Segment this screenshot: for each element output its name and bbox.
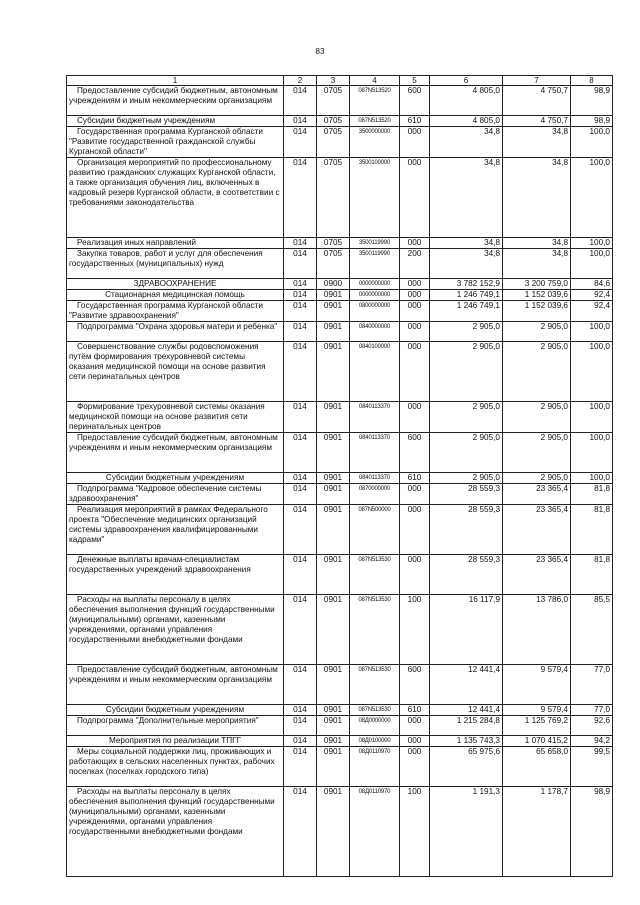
- expense-type-cell: 200: [400, 249, 430, 279]
- actual-amount-cell: 2 905,0: [503, 342, 571, 402]
- target-article-cell: 0840113370: [350, 473, 400, 484]
- section-code-cell: 0901: [317, 665, 350, 705]
- row-name-cell: Закупка товаров, работ и услуг для обеспечения государственных (муниципальных) нужд: [67, 249, 284, 279]
- row-name-cell: Мероприятия по реализации ТПГГ: [67, 736, 284, 747]
- ministry-code-cell: 014: [284, 249, 317, 279]
- expense-type-cell: 000: [400, 342, 430, 402]
- target-article-cell: 0000000000: [350, 290, 400, 301]
- planned-amount-cell: 2 905,0: [430, 433, 503, 473]
- ministry-code-cell: 014: [284, 127, 317, 158]
- percent-cell: 100,0: [571, 473, 613, 484]
- expense-type-cell: 000: [400, 127, 430, 158]
- planned-amount-cell: 28 559,3: [430, 555, 503, 595]
- target-article-cell: 3500100000: [350, 158, 400, 238]
- section-code-cell: 0900: [317, 279, 350, 290]
- planned-amount-cell: 3 782 152,9: [430, 279, 503, 290]
- planned-amount-cell: 2 905,0: [430, 473, 503, 484]
- table-row: [67, 736, 613, 747]
- row-name-cell: Предоставление субсидий бюджетным, автономным учреждениям и иным некоммерческим организациям: [67, 86, 284, 116]
- ministry-code-cell: 014: [284, 238, 317, 249]
- page-number: 83: [315, 47, 325, 56]
- ministry-code-cell: 014: [284, 86, 317, 116]
- table-row: [67, 665, 613, 705]
- expense-type-cell: 600: [400, 86, 430, 116]
- percent-cell: 85,5: [571, 595, 613, 665]
- target-article-cell: 087N513530: [350, 595, 400, 665]
- target-article-cell: 3500119990: [350, 238, 400, 249]
- ministry-code-cell: 014: [284, 747, 317, 787]
- ministry-code-cell: 014: [284, 484, 317, 505]
- section-code-cell: 0705: [317, 86, 350, 116]
- percent-cell: 81,8: [571, 484, 613, 505]
- table-row: [67, 116, 613, 127]
- section-code-cell: 0901: [317, 484, 350, 505]
- actual-amount-cell: 23 365,4: [503, 555, 571, 595]
- section-code-cell: 0901: [317, 555, 350, 595]
- ministry-code-cell: 014: [284, 665, 317, 705]
- percent-cell: 98,9: [571, 787, 613, 877]
- planned-amount-cell: 16 117,9: [430, 595, 503, 665]
- percent-cell: 100,0: [571, 433, 613, 473]
- target-article-cell: 087N513530: [350, 665, 400, 705]
- section-code-cell: 0901: [317, 473, 350, 484]
- table-row: [67, 301, 613, 322]
- planned-amount-cell: 1 215 284,8: [430, 716, 503, 736]
- expense-type-cell: 000: [400, 301, 430, 322]
- table-row: [67, 86, 613, 116]
- planned-amount-cell: 2 905,0: [430, 322, 503, 342]
- planned-amount-cell: 34,8: [430, 158, 503, 238]
- expense-type-cell: 610: [400, 116, 430, 127]
- table-row: [67, 279, 613, 290]
- target-article-cell: 087N513530: [350, 555, 400, 595]
- actual-amount-cell: 23 365,4: [503, 484, 571, 505]
- section-code-cell: 0901: [317, 747, 350, 787]
- expense-type-cell: 000: [400, 290, 430, 301]
- percent-cell: 100,0: [571, 402, 613, 433]
- actual-amount-cell: 1 152 039,6: [503, 301, 571, 322]
- ministry-code-cell: 014: [284, 505, 317, 555]
- actual-amount-cell: 9 579,4: [503, 665, 571, 705]
- percent-cell: 100,0: [571, 127, 613, 158]
- section-code-cell: 0901: [317, 595, 350, 665]
- ministry-code-cell: 014: [284, 158, 317, 238]
- planned-amount-cell: 65 975,6: [430, 747, 503, 787]
- table-row: [67, 402, 613, 433]
- planned-amount-cell: 34,8: [430, 127, 503, 158]
- actual-amount-cell: 2 905,0: [503, 473, 571, 484]
- planned-amount-cell: 34,8: [430, 249, 503, 279]
- expense-type-cell: 000: [400, 747, 430, 787]
- percent-cell: 92,4: [571, 290, 613, 301]
- row-name-cell: Расходы на выплаты персоналу в целях обеспечения выполнения функций государственными (муниципальными) органами, казенными учреждениями, органами управления государственными внебюджетными фондами: [67, 595, 284, 665]
- expense-type-cell: 100: [400, 595, 430, 665]
- expense-type-cell: 600: [400, 433, 430, 473]
- target-article-cell: 08Д0100000: [350, 736, 400, 747]
- table-row: [67, 290, 613, 301]
- table-header-row: [67, 76, 613, 86]
- target-article-cell: 087N513520: [350, 116, 400, 127]
- actual-amount-cell: 23 365,4: [503, 505, 571, 555]
- target-article-cell: 3500000000: [350, 127, 400, 158]
- row-name-cell: ЗДРАВООХРАНЕНИЕ: [67, 279, 284, 290]
- actual-amount-cell: 34,8: [503, 249, 571, 279]
- ministry-code-cell: 014: [284, 116, 317, 127]
- planned-amount-cell: 4 805,0: [430, 116, 503, 127]
- target-article-cell: 08Д0110970: [350, 787, 400, 877]
- row-name-cell: Предоставление субсидий бюджетным, автономным учреждениям и иным некоммерческим организациям: [67, 665, 284, 705]
- header-cell: 4: [350, 76, 400, 86]
- ministry-code-cell: 014: [284, 705, 317, 716]
- target-article-cell: 087N513530: [350, 705, 400, 716]
- percent-cell: 81,8: [571, 505, 613, 555]
- planned-amount-cell: 12 441,4: [430, 705, 503, 716]
- table-row: [67, 238, 613, 249]
- expense-type-cell: 000: [400, 238, 430, 249]
- section-code-cell: 0901: [317, 705, 350, 716]
- actual-amount-cell: 1 125 769,2: [503, 716, 571, 736]
- section-code-cell: 0901: [317, 342, 350, 402]
- table-row: [67, 705, 613, 716]
- actual-amount-cell: 34,8: [503, 238, 571, 249]
- target-article-cell: 0870000000: [350, 484, 400, 505]
- target-article-cell: 087N513520: [350, 86, 400, 116]
- row-name-cell: Реализация иных направлений: [67, 238, 284, 249]
- target-article-cell: 0840000000: [350, 322, 400, 342]
- target-article-cell: 0800000000: [350, 301, 400, 322]
- table-body: [67, 76, 613, 877]
- expense-type-cell: 000: [400, 158, 430, 238]
- percent-cell: 100,0: [571, 322, 613, 342]
- percent-cell: 92,4: [571, 301, 613, 322]
- header-cell: 3: [317, 76, 350, 86]
- planned-amount-cell: 34,8: [430, 238, 503, 249]
- ministry-code-cell: 014: [284, 595, 317, 665]
- ministry-code-cell: 014: [284, 301, 317, 322]
- header-cell: 2: [284, 76, 317, 86]
- expense-type-cell: 610: [400, 473, 430, 484]
- ministry-code-cell: 014: [284, 736, 317, 747]
- ministry-code-cell: 014: [284, 290, 317, 301]
- ministry-code-cell: 014: [284, 473, 317, 484]
- ministry-code-cell: 014: [284, 402, 317, 433]
- row-name-cell: Субсидии бюджетным учреждениям: [67, 116, 284, 127]
- header-cell: 6: [430, 76, 503, 86]
- row-name-cell: Субсидии бюджетным учреждениям: [67, 705, 284, 716]
- target-article-cell: 08Д0000000: [350, 716, 400, 736]
- expense-type-cell: 100: [400, 787, 430, 877]
- expense-type-cell: 000: [400, 736, 430, 747]
- row-name-cell: Субсидии бюджетным учреждениям: [67, 473, 284, 484]
- table-row: [67, 747, 613, 787]
- row-name-cell: Меры социальной поддержки лиц, проживающих и работающих в сельских населенных пунктах, рабочих поселках (поселках городского типа): [67, 747, 284, 787]
- ministry-code-cell: 014: [284, 322, 317, 342]
- header-cell: 5: [400, 76, 430, 86]
- expense-type-cell: 000: [400, 505, 430, 555]
- section-code-cell: 0901: [317, 433, 350, 473]
- actual-amount-cell: 2 905,0: [503, 433, 571, 473]
- ministry-code-cell: 014: [284, 342, 317, 402]
- percent-cell: 98,9: [571, 116, 613, 127]
- expense-type-cell: 000: [400, 484, 430, 505]
- actual-amount-cell: 1 070 415,2: [503, 736, 571, 747]
- section-code-cell: 0705: [317, 116, 350, 127]
- row-name-cell: Денежные выплаты врачам-специалистам государственных учреждений здравоохранения: [67, 555, 284, 595]
- section-code-cell: 0705: [317, 249, 350, 279]
- table-row: [67, 127, 613, 158]
- planned-amount-cell: 28 559,3: [430, 484, 503, 505]
- percent-cell: 81,8: [571, 555, 613, 595]
- section-code-cell: 0901: [317, 505, 350, 555]
- actual-amount-cell: 3 200 759,0: [503, 279, 571, 290]
- target-article-cell: 087N500000: [350, 505, 400, 555]
- table-row: [67, 473, 613, 484]
- expense-type-cell: 000: [400, 555, 430, 595]
- expense-type-cell: 000: [400, 322, 430, 342]
- percent-cell: 100,0: [571, 158, 613, 238]
- planned-amount-cell: 28 559,3: [430, 505, 503, 555]
- planned-amount-cell: 12 441,4: [430, 665, 503, 705]
- actual-amount-cell: 34,8: [503, 158, 571, 238]
- target-article-cell: 0840100000: [350, 342, 400, 402]
- row-name-cell: Реализация мероприятий в рамках Федерального проекта "Обеспечение медицинских организаций системы здравоохранения квалифицированными кадрами": [67, 505, 284, 555]
- row-name-cell: Организация мероприятий по профессиональному развитию гражданских служащих Курганской области, а также организация обучения лиц, включенных в кадровый резерв Курганской области, в соответствии с требованиями законодательства: [67, 158, 284, 238]
- table-row: [67, 322, 613, 342]
- table-row: [67, 484, 613, 505]
- header-cell: 1: [67, 76, 284, 86]
- expense-type-cell: 610: [400, 705, 430, 716]
- expense-type-cell: 000: [400, 279, 430, 290]
- actual-amount-cell: 1 178,7: [503, 787, 571, 877]
- row-name-cell: Подпрограмма "Дополнительные мероприятия": [67, 716, 284, 736]
- row-name-cell: Формирование трехуровневой системы оказания медицинской помощи на основе развития сети перинатальных центров: [67, 402, 284, 433]
- header-cell: 8: [571, 76, 613, 86]
- table-row: [67, 555, 613, 595]
- budget-table: [66, 75, 613, 877]
- section-code-cell: 0705: [317, 158, 350, 238]
- planned-amount-cell: 1 135 743,3: [430, 736, 503, 747]
- percent-cell: 98,9: [571, 86, 613, 116]
- table-row: [67, 433, 613, 473]
- section-code-cell: 0901: [317, 716, 350, 736]
- expense-type-cell: 000: [400, 402, 430, 433]
- planned-amount-cell: 1 246 749,1: [430, 290, 503, 301]
- table-row: [67, 505, 613, 555]
- section-code-cell: 0901: [317, 402, 350, 433]
- actual-amount-cell: 1 152 039,6: [503, 290, 571, 301]
- percent-cell: 99,5: [571, 747, 613, 787]
- target-article-cell: 0840113370: [350, 402, 400, 433]
- actual-amount-cell: 4 750,7: [503, 86, 571, 116]
- target-article-cell: 08Д0110970: [350, 747, 400, 787]
- actual-amount-cell: 2 905,0: [503, 402, 571, 433]
- section-code-cell: 0901: [317, 301, 350, 322]
- planned-amount-cell: 1 246 749,1: [430, 301, 503, 322]
- target-article-cell: 3500119990: [350, 249, 400, 279]
- ministry-code-cell: 014: [284, 279, 317, 290]
- actual-amount-cell: 65 658,0: [503, 747, 571, 787]
- planned-amount-cell: 2 905,0: [430, 342, 503, 402]
- percent-cell: 77,0: [571, 705, 613, 716]
- row-name-cell: Государственная программа Курганской области "Развитие государственной гражданской службы Курганской области": [67, 127, 284, 158]
- row-name-cell: Предоставление субсидий бюджетным, автономным учреждениям и иным некоммерческим организациям: [67, 433, 284, 473]
- section-code-cell: 0705: [317, 127, 350, 158]
- target-article-cell: 0000000000: [350, 279, 400, 290]
- section-code-cell: 0901: [317, 736, 350, 747]
- ministry-code-cell: 014: [284, 433, 317, 473]
- actual-amount-cell: 13 786,0: [503, 595, 571, 665]
- percent-cell: 100,0: [571, 342, 613, 402]
- percent-cell: 100,0: [571, 249, 613, 279]
- percent-cell: 92,6: [571, 716, 613, 736]
- percent-cell: 100,0: [571, 238, 613, 249]
- planned-amount-cell: 4 805,0: [430, 86, 503, 116]
- ministry-code-cell: 014: [284, 555, 317, 595]
- actual-amount-cell: 2 905,0: [503, 322, 571, 342]
- planned-amount-cell: 1 191,3: [430, 787, 503, 877]
- expense-type-cell: 000: [400, 716, 430, 736]
- row-name-cell: Государственная программа Курганской области "Развитие здравоохранения": [67, 301, 284, 322]
- target-article-cell: 0840113370: [350, 433, 400, 473]
- table-row: [67, 342, 613, 402]
- row-name-cell: Подпрограмма "Кадровое обеспечение системы здравоохранения": [67, 484, 284, 505]
- row-name-cell: Подпрограмма "Охрана здоровья матери и ребенка": [67, 322, 284, 342]
- section-code-cell: 0705: [317, 238, 350, 249]
- ministry-code-cell: 014: [284, 787, 317, 877]
- table-row: [67, 787, 613, 877]
- planned-amount-cell: 2 905,0: [430, 402, 503, 433]
- table-row: [67, 716, 613, 736]
- percent-cell: 77,0: [571, 665, 613, 705]
- header-cell: 7: [503, 76, 571, 86]
- row-name-cell: Стационарная медицинская помощь: [67, 290, 284, 301]
- percent-cell: 94,2: [571, 736, 613, 747]
- table-row: [67, 249, 613, 279]
- table-row: [67, 158, 613, 238]
- actual-amount-cell: 34,8: [503, 127, 571, 158]
- row-name-cell: Совершенствование службы родовспоможения путём формирования трехуровневой системы оказания медицинской помощи на основе развития сети перинатальных центров: [67, 342, 284, 402]
- section-code-cell: 0901: [317, 290, 350, 301]
- ministry-code-cell: 014: [284, 716, 317, 736]
- section-code-cell: 0901: [317, 787, 350, 877]
- section-code-cell: 0901: [317, 322, 350, 342]
- expense-type-cell: 600: [400, 665, 430, 705]
- actual-amount-cell: 4 750,7: [503, 116, 571, 127]
- table-row: [67, 595, 613, 665]
- percent-cell: 84,6: [571, 279, 613, 290]
- actual-amount-cell: 9 579,4: [503, 705, 571, 716]
- row-name-cell: Расходы на выплаты персоналу в целях обеспечения выполнения функций государственными (муниципальными) органами, казенными учреждениями, органами управления государственными внебюджетными фондами: [67, 787, 284, 877]
